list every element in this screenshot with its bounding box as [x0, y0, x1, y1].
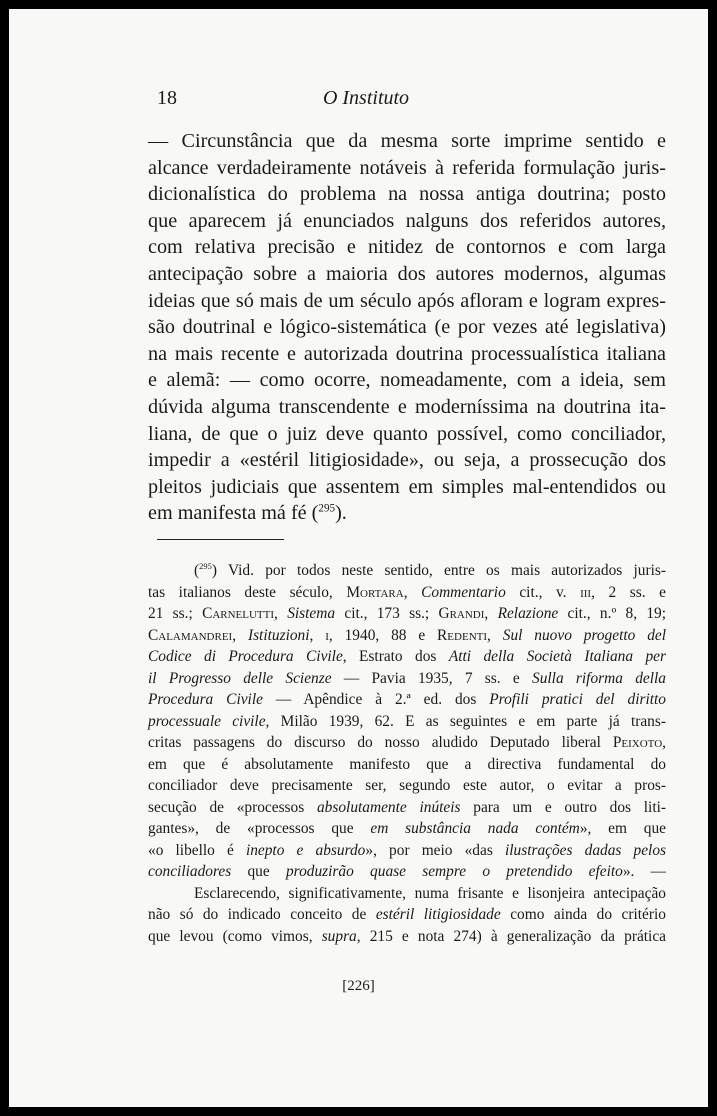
text-fragment: ,	[403, 583, 422, 601]
footnote-295	[148, 560, 666, 947]
text-fragment: que levou (como vimos,	[148, 927, 322, 945]
text-fragment: — Apêndice à 2.ª ed. dos	[262, 691, 490, 708]
text-line: impedir a «estéril litigiosidade», ou seja, a prossecução dos	[148, 449, 666, 472]
text-line: são doutrinal e lógico-sistemática (e por vezes até legislativa)	[148, 316, 666, 339]
footnote-line: Esclarecendo, significativamente, numa frisante e lisonjeira antecipação	[194, 884, 666, 902]
text-fragment: — Pavia 1935, 7 ss. e	[331, 669, 533, 687]
work-title: Profili pratici del diritto	[489, 691, 666, 708]
footnote-line	[148, 732, 666, 754]
text-fragment: ,	[487, 626, 503, 644]
footnote-reference[interactable]: 295	[318, 502, 336, 515]
text-fragment: 21 ss.;	[148, 605, 203, 622]
text-fragment: em manifesta má fé (	[148, 502, 319, 525]
text-fragment: ,	[662, 734, 666, 751]
text-fragment: Vid. por todos neste sentido, entre os mais autorizados juris-	[227, 562, 666, 579]
work-title: Sistema	[287, 605, 336, 622]
footnote-line	[148, 904, 666, 926]
text-fragment: », em que	[579, 820, 666, 837]
footnote-line: em que é absolutamente manifesto que a directiva fundamental do	[148, 755, 666, 773]
text-line: ideias que só mais de um século após afloram e logram expres-	[148, 289, 666, 312]
work-title: Procedura Civile	[148, 691, 263, 708]
text-line: com relativa precisão e nitidez de contornos e com larga	[148, 236, 666, 259]
text-fragment: , 1940, 88 e	[328, 626, 438, 644]
author-name: Carnelutti	[202, 605, 275, 622]
work-title: Codice di Procedura Civile	[148, 648, 343, 665]
work-title: Sul nuovo progetto del	[502, 626, 666, 644]
text-fragment: «o libello é	[148, 841, 246, 859]
text-fragment: cit., 173 ss.;	[335, 605, 439, 622]
footnote-marker: 295	[199, 560, 212, 571]
footnote-rule	[157, 539, 284, 540]
text-fragment: tas italianos deste século,	[148, 583, 347, 601]
text-fragment: ).	[335, 502, 347, 525]
book-page	[9, 9, 708, 1107]
text-fragment: , 215 e nota 274) à generalização da prática	[356, 927, 666, 945]
quoted-phrase: absolutamente inúteis	[316, 798, 461, 816]
quoted-phrase: estéril litigiosidade	[375, 906, 501, 923]
text-line: dicionalística do problema na nossa antiga doutrina; posto	[148, 183, 666, 206]
author-name: Grandi	[438, 605, 485, 622]
author-name: Calamandrei	[148, 626, 233, 644]
text-line: alcance verdadeiramente notáveis à referida formulação juris-	[148, 156, 666, 179]
text-fragment: », por meio «das	[365, 841, 505, 859]
text-line: dúvida alguma transcendente e moderníssima na doutrina ita-	[148, 395, 666, 418]
text-fragment: ,	[484, 605, 498, 622]
footnote-line	[148, 582, 666, 604]
quoted-phrase: inepto e absurdo	[245, 841, 366, 859]
text-fragment: , Milão 1939, 62. E as seguintes e em parte já trans-	[265, 712, 666, 730]
text-fragment: ,	[274, 605, 288, 622]
author-name: Peixoto	[612, 734, 663, 751]
text-fragment: gantes», de «processos que	[148, 820, 371, 837]
roman-numeral: i	[325, 626, 329, 644]
text-fragment: não só do indicado conceito de	[148, 906, 376, 923]
work-title: Sulla riforma della	[532, 669, 667, 687]
text-fragment: secução de «processos	[148, 798, 317, 816]
quoted-phrase: em substância nada contém	[370, 820, 580, 837]
author-name: Mortara	[346, 583, 404, 601]
text-fragment: para um e outro dos liti-	[460, 798, 666, 816]
text-fragment: , Estrato dos	[342, 648, 449, 665]
quoted-phrase: ilustrações dadas pelos	[504, 841, 667, 859]
quoted-phrase: conciliadores	[148, 863, 232, 880]
work-title: il Progresso delle Scienze	[148, 669, 332, 687]
work-title: Atti della Società Italiana per	[448, 648, 666, 665]
footnote-line	[148, 625, 666, 647]
footnote-line	[148, 797, 666, 819]
footnote-line	[148, 926, 666, 948]
footnote-line: ($^{295}$) Vid. por todos neste sentido, entre os mais autorizados juris-	[194, 560, 666, 579]
work-title: processuale civile	[148, 712, 266, 730]
footnote-line	[148, 689, 666, 711]
text-line: liana, de que o juiz deve quanto possível, como conciliador,	[148, 422, 666, 445]
text-line: na mais recente e autorizada doutrina processualística italiana	[148, 342, 666, 365]
main-paragraph	[148, 128, 666, 527]
text-fragment: como ainda do critério	[500, 906, 666, 923]
text-line: — Circunstância que da mesma sorte imprime sentido e	[148, 130, 666, 152]
text-line: antecipação sobre a maioria dos autores modernos, algumas	[148, 262, 666, 285]
text-line-last	[148, 500, 666, 527]
text-fragment: cit., v.	[505, 583, 581, 601]
footnote-line	[148, 818, 666, 840]
work-title: Commentario	[421, 583, 506, 601]
work-title: Istituzioni	[247, 626, 310, 644]
footnote-line	[148, 668, 666, 690]
work-title: Relazione	[497, 605, 559, 622]
page-header	[147, 87, 585, 113]
quoted-phrase: supra	[321, 927, 357, 945]
footnote-line	[148, 711, 666, 733]
text-fragment: ,	[232, 626, 248, 644]
text-fragment: que	[231, 863, 286, 880]
roman-numeral: iii	[580, 583, 592, 601]
folio-number: [226]	[342, 978, 375, 994]
text-line: pleitos judiciais que assentem em simples mal-entendidos ou	[148, 475, 666, 498]
quoted-phrase: produzirão quase sempre o pretendido efeito	[285, 863, 623, 880]
footnote-line	[148, 840, 666, 862]
text-fragment: , 2 ss. e	[591, 583, 666, 601]
footnote-line: conciliador deve precisamente ser, segundo este autor, o evitar a pros-	[148, 777, 666, 794]
text-fragment: ,	[309, 626, 326, 644]
footnote-line	[148, 861, 666, 883]
page-number: 18	[157, 87, 177, 109]
text-line: e alemã: — como ocorre, nomeadamente, com a ideia, sem	[148, 369, 666, 392]
footnote-line	[148, 603, 666, 625]
running-title: O Instituto	[322, 87, 410, 109]
text-fragment: ». —	[622, 863, 667, 880]
text-fragment: cit., n.º 8, 19;	[558, 605, 666, 622]
footnote-line	[148, 646, 666, 668]
text-fragment: critas passagens do discurso do nosso aludido Deputado liberal	[148, 734, 613, 751]
author-name: Redenti	[437, 626, 488, 644]
text-line: que aparecem já enunciados nalguns dos referidos autores,	[148, 209, 666, 232]
